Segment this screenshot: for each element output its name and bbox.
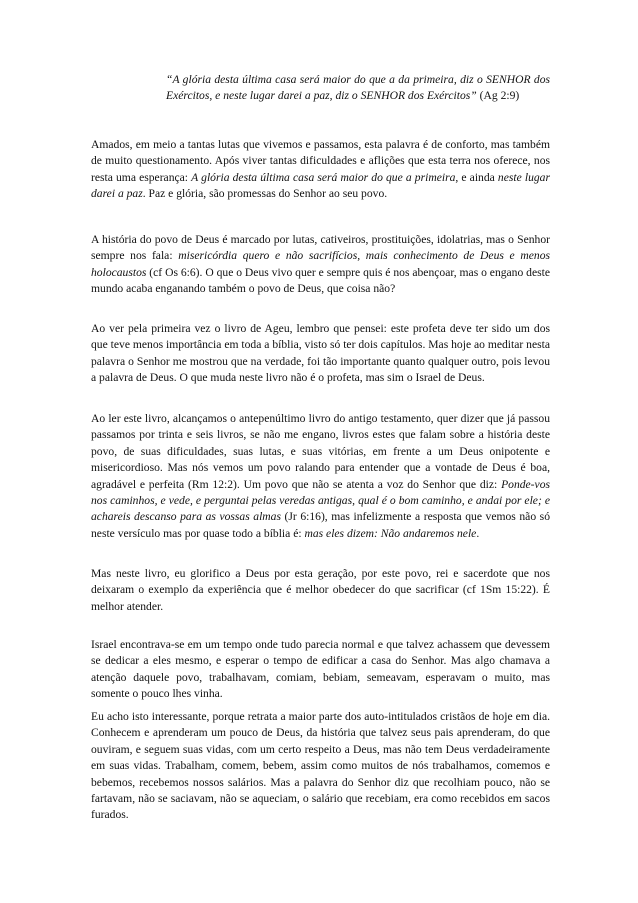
- epigraph-quote: “A glória desta última casa será maior do que a da primeira, diz o SENHOR dos Exércitos, e neste lugar darei a paz, diz o SENHOR dos Exércitos”: [166, 73, 550, 103]
- paragraph-4: [91, 411, 550, 542]
- paragraph-5: [91, 566, 550, 615]
- paragraph-text: A história do povo de Deus é marcado por lutas, cativeiros, prostituições, idolatrias, mas o Senhor sempre nos fala:: [91, 233, 550, 263]
- paragraph-italic-text: Ponde-vos nos caminhos, e vede, e perguntai pelas veredas antigas, qual é o bom caminho, e andai por ele; e achareis descanso para as vossas almas: [91, 477, 550, 524]
- paragraph-text: Eu acho isto interessante, porque retrata a maior parte dos auto-intitulados cristãos de hoje em dia. Conhecem e aprenderam um pouco de Deus, da história que talvez seus pais aprenderam, do que ouviram, e seguem suas vidas, com um certo respeito a Deus, mas não tem Deus verdadeiramente em suas vidas. Trabalham, comem, bebem, assim como muitos de nós trabalhamos, comemos e bebemos, recebemos nossos salários. Mas a palavra do Senhor diz que recolhiam pouco, não se fartavam, não se saciavam, não se aqueciam, o salário que recebiam, era como recebidos em sacos furados.: [91, 710, 550, 822]
- paragraph-text: Amados, em meio a tantas lutas que vivemos e passamos, esta palavra é de conforto, mas também de muito questionamento. Após viver tantas dificuldades e aflições que esta terra nos oferece, nos resta uma esperança:: [91, 138, 550, 184]
- epigraph-reference: (Ag 2:9): [476, 89, 520, 103]
- paragraph-text: . Paz e glória, são promessas do Senhor ao seu povo.: [142, 187, 388, 201]
- paragraph-italic-text: neste lugar darei a paz: [91, 170, 550, 201]
- epigraph: [166, 72, 550, 105]
- paragraph-italic-text: mas eles dizem: Não andaremos nele: [304, 526, 477, 540]
- paragraph-1: [91, 137, 550, 203]
- paragraph-text: , e ainda: [455, 170, 498, 184]
- paragraph-6: [91, 637, 550, 703]
- paragraph-3: [91, 321, 550, 387]
- paragraph-text: (Jr 6:16), mas infelizmente a resposta que vemos não só neste versículo mas por quase todo a bíblia é:: [91, 510, 550, 540]
- paragraph-text: Mas neste livro, eu glorifico a Deus por esta geração, por este povo, rei e sacerdote que nos deixaram o exemplo da experiência que é melhor obedecer do que sacrificar (cf 1Sm 15:22). É melhor atender.: [91, 567, 550, 613]
- paragraph-text: .: [476, 526, 480, 540]
- paragraph-text: Israel encontrava-se em um tempo onde tudo parecia normal e que talvez achassem que devessem se dedicar a eles mesmo, e esperar o tempo de edificar a casa do Senhor. Mas algo chamava a atenção daquele povo, trabalhavam, comiam, bebiam, semeavam, esperavam o muito, mas somente o pouco lhes vinha.: [91, 638, 550, 701]
- paragraph-text: Ao ler este livro, alcançamos o antepenúltimo livro do antigo testamento, quer dizer que já passou passamos por trinta e seis livros, se não me engano, livros estes que falam sobre a história deste povo, de suas dificuldades, suas lutas, e suas vitórias, em frente a um Deus onipotente e misericordioso. Mas nós vemos um povo ralando para entender que a vontade de Deus é boa, agradável e perfeita (Rm 12:2). Um povo que não se atenta a voz do Senhor que diz:: [91, 412, 550, 491]
- paragraph-7: [91, 709, 550, 824]
- paragraph-2: [91, 232, 550, 298]
- paragraph-italic-text: misericórdia quero e não sacrifícios, mais conhecimento de Deus e menos holocaustos: [91, 249, 550, 279]
- paragraph-text: (cf Os 6:6). O que o Deus vivo quer e sempre quis é nos abençoar, mas o engano deste mundo acaba enganando também o povo de Deus, que coisa não?: [91, 265, 550, 296]
- paragraph-text: Ao ver pela primeira vez o livro de Ageu, lembro que pensei: este profeta deve ter sido um dos que teve menos importância em toda a bíblia, visto só ter dois capítulos. Mas hoje ao meditar nesta palavra o Senhor me mostrou que na verdade, foi tão importante quanto qualquer outro, pois levou a palavra de Deus. O que muda neste livro não é o profeta, mas sim o Israel de Deus.: [91, 322, 550, 385]
- paragraph-italic-text: A glória desta última casa será maior do que a primeira: [191, 170, 456, 184]
